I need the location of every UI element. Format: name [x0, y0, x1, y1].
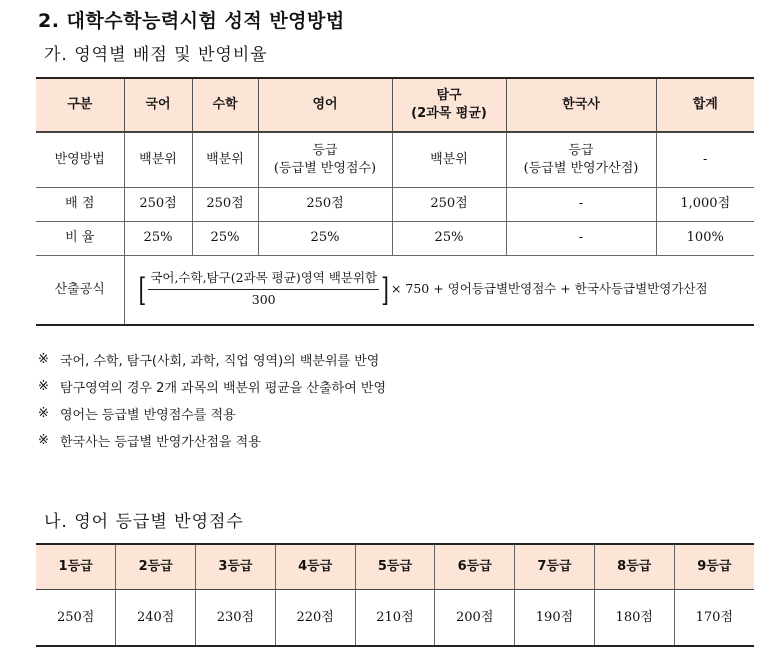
header-cell: 합계: [656, 78, 754, 132]
grade-score: 240점: [116, 590, 196, 647]
formula: [125, 270, 755, 309]
note-mark: ※: [38, 352, 49, 367]
table-cell: 반영방법: [36, 132, 124, 187]
table-cell: 25%: [124, 221, 192, 255]
english-grade-table: [36, 543, 754, 647]
table-cell: 1,000점: [656, 187, 754, 221]
header-cell: 한국사: [506, 78, 656, 132]
grade-header: 1등급: [36, 544, 116, 590]
table-row: [36, 187, 754, 221]
formula-rest: × 750 + 영어등급별반영점수 + 한국사등급별반영가산점: [390, 281, 708, 297]
grade-score: 210점: [355, 590, 435, 647]
table-cell: -: [656, 132, 754, 187]
formula-row: [36, 255, 754, 325]
table-cell: 비 율: [36, 221, 124, 255]
grade-score: 220점: [275, 590, 355, 647]
header-cell: 탐구 (2과목 평균): [392, 78, 506, 132]
notes-list: [38, 346, 386, 454]
section-b-title: 나. 영어 등급별 반영점수: [44, 512, 244, 532]
note-mark: ※: [38, 433, 49, 448]
fraction-numerator: 국어,수학,탐구(2과목 평균)영역 백분위합: [148, 270, 379, 290]
table-row: [36, 590, 754, 647]
table-cell: 백분위: [192, 132, 258, 187]
table-cell: -: [506, 187, 656, 221]
grade-header: 8등급: [594, 544, 674, 590]
note-text: 영어는 등급별 반영점수를 적용: [60, 408, 236, 423]
note-item: [38, 346, 386, 373]
note-item: [38, 400, 386, 427]
table-cell: 250점: [392, 187, 506, 221]
note-text: 국어, 수학, 탐구(사회, 과학, 직업 영역)의 백분위를 반영: [60, 354, 380, 369]
table-cell: -: [506, 221, 656, 255]
header-cell: 수학: [192, 78, 258, 132]
header-cell: 국어: [124, 78, 192, 132]
table-cell: 등급 (등급별 반영점수): [258, 132, 392, 187]
header-cell: 영어: [258, 78, 392, 132]
grade-header: 3등급: [196, 544, 276, 590]
note-mark: ※: [38, 379, 49, 394]
grade-score: 190점: [515, 590, 595, 647]
grade-header: 5등급: [355, 544, 435, 590]
table-cell: 250점: [124, 187, 192, 221]
table-cell: 250점: [258, 187, 392, 221]
section-a-title: 가. 영역별 배점 및 반영비율: [44, 45, 268, 65]
table-cell: 25%: [192, 221, 258, 255]
bracket-close: ]: [381, 270, 389, 309]
note-text: 한국사는 등급별 반영가산점을 적용: [60, 435, 261, 450]
header-cell: 구분: [36, 78, 124, 132]
grade-score: 250점: [36, 590, 116, 647]
formula-label: 산출공식: [36, 255, 124, 325]
fraction-denominator: 300: [251, 292, 276, 308]
page-title: 2. 대학수학능력시험 성적 반영방법: [38, 10, 345, 32]
table-header-row: [36, 78, 754, 132]
table-cell: 배 점: [36, 187, 124, 221]
grade-header: 7등급: [515, 544, 595, 590]
grade-header: 2등급: [116, 544, 196, 590]
grade-score: 180점: [594, 590, 674, 647]
bracket-open: [: [138, 270, 147, 309]
table-cell: 백분위: [124, 132, 192, 187]
formula-cell: [124, 255, 754, 325]
grade-score: 170점: [674, 590, 754, 647]
note-mark: ※: [38, 406, 49, 421]
table-cell: 백분위: [392, 132, 506, 187]
grade-score: 200점: [435, 590, 515, 647]
note-item: [38, 373, 386, 400]
table-cell: 100%: [656, 221, 754, 255]
table-cell: 250점: [192, 187, 258, 221]
fraction: [148, 270, 379, 309]
table-cell: 등급 (등급별 반영가산점): [506, 132, 656, 187]
grade-score: 230점: [196, 590, 276, 647]
table-header-row: [36, 544, 754, 590]
grade-header: 9등급: [674, 544, 754, 590]
table-row: [36, 221, 754, 255]
grade-header: 6등급: [435, 544, 515, 590]
note-text: 탐구영역의 경우 2개 과목의 백분위 평균을 산출하여 반영: [60, 381, 387, 396]
note-item: [38, 427, 386, 454]
table-cell: 25%: [392, 221, 506, 255]
table-cell: 25%: [258, 221, 392, 255]
table-row: [36, 132, 754, 187]
score-weight-table: [36, 77, 754, 326]
grade-header: 4등급: [275, 544, 355, 590]
